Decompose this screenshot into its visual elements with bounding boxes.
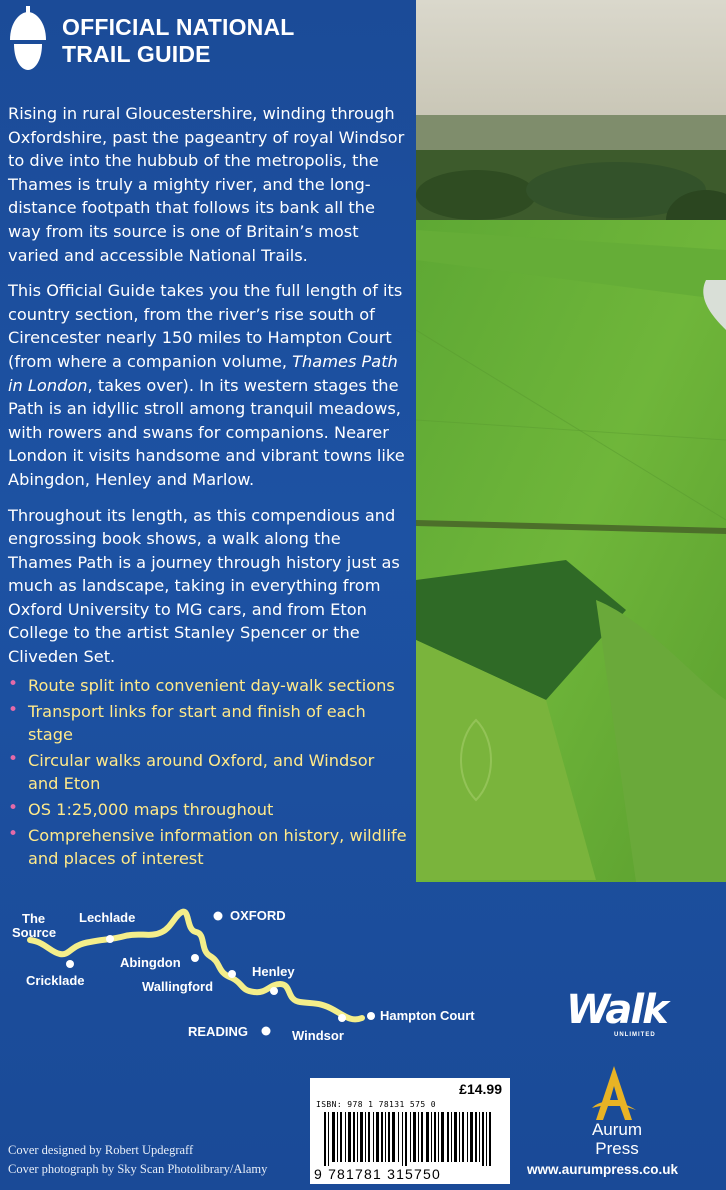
barcode-icon	[324, 1112, 496, 1166]
bullet-icon: •	[8, 674, 19, 694]
blurb-paragraph-3: Throughout its length, as this compendious and engrossing book shows, a walk along the Thames Path is a journey through history just as much as landscape, taking in everything from Oxford University to MG cars, and from Eton College to the artist Stanley Spencer or the Cliveden Set.	[8, 505, 400, 667]
acorn-icon	[6, 6, 50, 74]
bullet-icon: •	[8, 824, 19, 844]
bullet-icon: •	[8, 749, 19, 769]
companion-volume-title: Thames Path in London	[8, 351, 398, 395]
lechlade-label: Lechlade	[79, 910, 136, 925]
price-label: £14.99	[459, 1081, 502, 1097]
abingdon-label: Abingdon	[120, 955, 181, 970]
walk-wordmark: Walk	[566, 987, 667, 1033]
oxford-marker	[214, 912, 223, 921]
lechlade-marker	[106, 935, 114, 943]
hampton-court-label: Hampton Court	[380, 1008, 475, 1023]
cricklade-marker	[66, 960, 74, 968]
photo-credit: Cover photograph by Sky Scan Photolibrary/Alamy	[8, 1162, 268, 1176]
windsor-marker	[338, 1014, 346, 1022]
series-title	[62, 14, 295, 68]
cricklade-label: Cricklade	[26, 973, 85, 988]
feature-item: • Circular walks around Oxford, and Windsor and Eton	[8, 749, 375, 793]
aurum-press-name: Aurum Press	[591, 1120, 643, 1158]
windsor-label: Windsor	[292, 1028, 344, 1043]
walk-subtitle: UNLIMITED	[614, 1032, 656, 1038]
barcode-block	[310, 1078, 510, 1184]
route-map	[0, 890, 500, 1060]
route-line	[30, 912, 362, 1020]
bullet-icon: •	[8, 700, 19, 720]
blurb-p2-end: , takes over). In its western stages the Path is an idyllic stroll among tranquil meadows, with rowers and swans for companions. Nearer London it visits handsome and vibrant towns like Abingdon, Henley and Marlow.	[8, 375, 405, 489]
blurb-paragraph-1: Rising in rural Gloucestershire, winding through Oxfordshire, past the pageantry of royal Windsor to dive into the hubbub of the metropolis, the Thames is truly a mighty river, and the long-distance footpath that follows its bank all the way from its source is one of Britain’s most varied and accessible National Trails.	[8, 104, 405, 265]
series-title-line2: TRAIL GUIDE	[62, 41, 211, 67]
aurum-a-icon	[590, 1064, 638, 1124]
series-title-line1: OFFICIAL NATIONAL	[62, 14, 295, 40]
henley-label: Henley	[252, 964, 295, 979]
blurb-paragraph-2	[8, 279, 408, 491]
feature-item: • Comprehensive information on history, wildlife and places of interest	[8, 824, 407, 868]
source-label-line1: The	[22, 911, 46, 926]
isbn-text: ISBN: 978 1 78131 575 0	[316, 1100, 436, 1109]
hampton-court-marker	[367, 1012, 375, 1020]
blurb-p2-start: This Official Guide takes you the full length of its country section, from the river’s rise south of Cirencester nearly 150 miles to Hampton Court (from where a companion volume,	[8, 281, 403, 371]
wallingford-label: Wallingford	[142, 979, 214, 994]
abingdon-marker	[191, 954, 199, 962]
aerial-photo	[416, 0, 726, 882]
feature-list	[8, 674, 408, 873]
oxford-label: OXFORD	[230, 908, 286, 923]
blurb	[8, 102, 408, 681]
bullet-icon: •	[8, 798, 19, 818]
feature-item: • Route split into convenient day-walk sections	[8, 674, 395, 695]
wallingford-marker	[228, 970, 236, 978]
reading-marker	[262, 1027, 271, 1036]
design-credit: Cover designed by Robert Updegraff	[8, 1143, 194, 1157]
walk-unlimited-logo	[566, 988, 676, 1044]
barcode-digits: 9 781781 315750	[314, 1166, 441, 1182]
henley-marker	[270, 987, 278, 995]
feature-item: • OS 1:25,000 maps throughout	[8, 798, 274, 819]
feature-item: • Transport links for start and finish of each stage	[8, 700, 366, 744]
publisher-website[interactable]: www.aurumpress.co.uk	[527, 1162, 679, 1177]
reading-label: READING	[188, 1024, 248, 1039]
source-label-line2: Source	[12, 925, 57, 940]
